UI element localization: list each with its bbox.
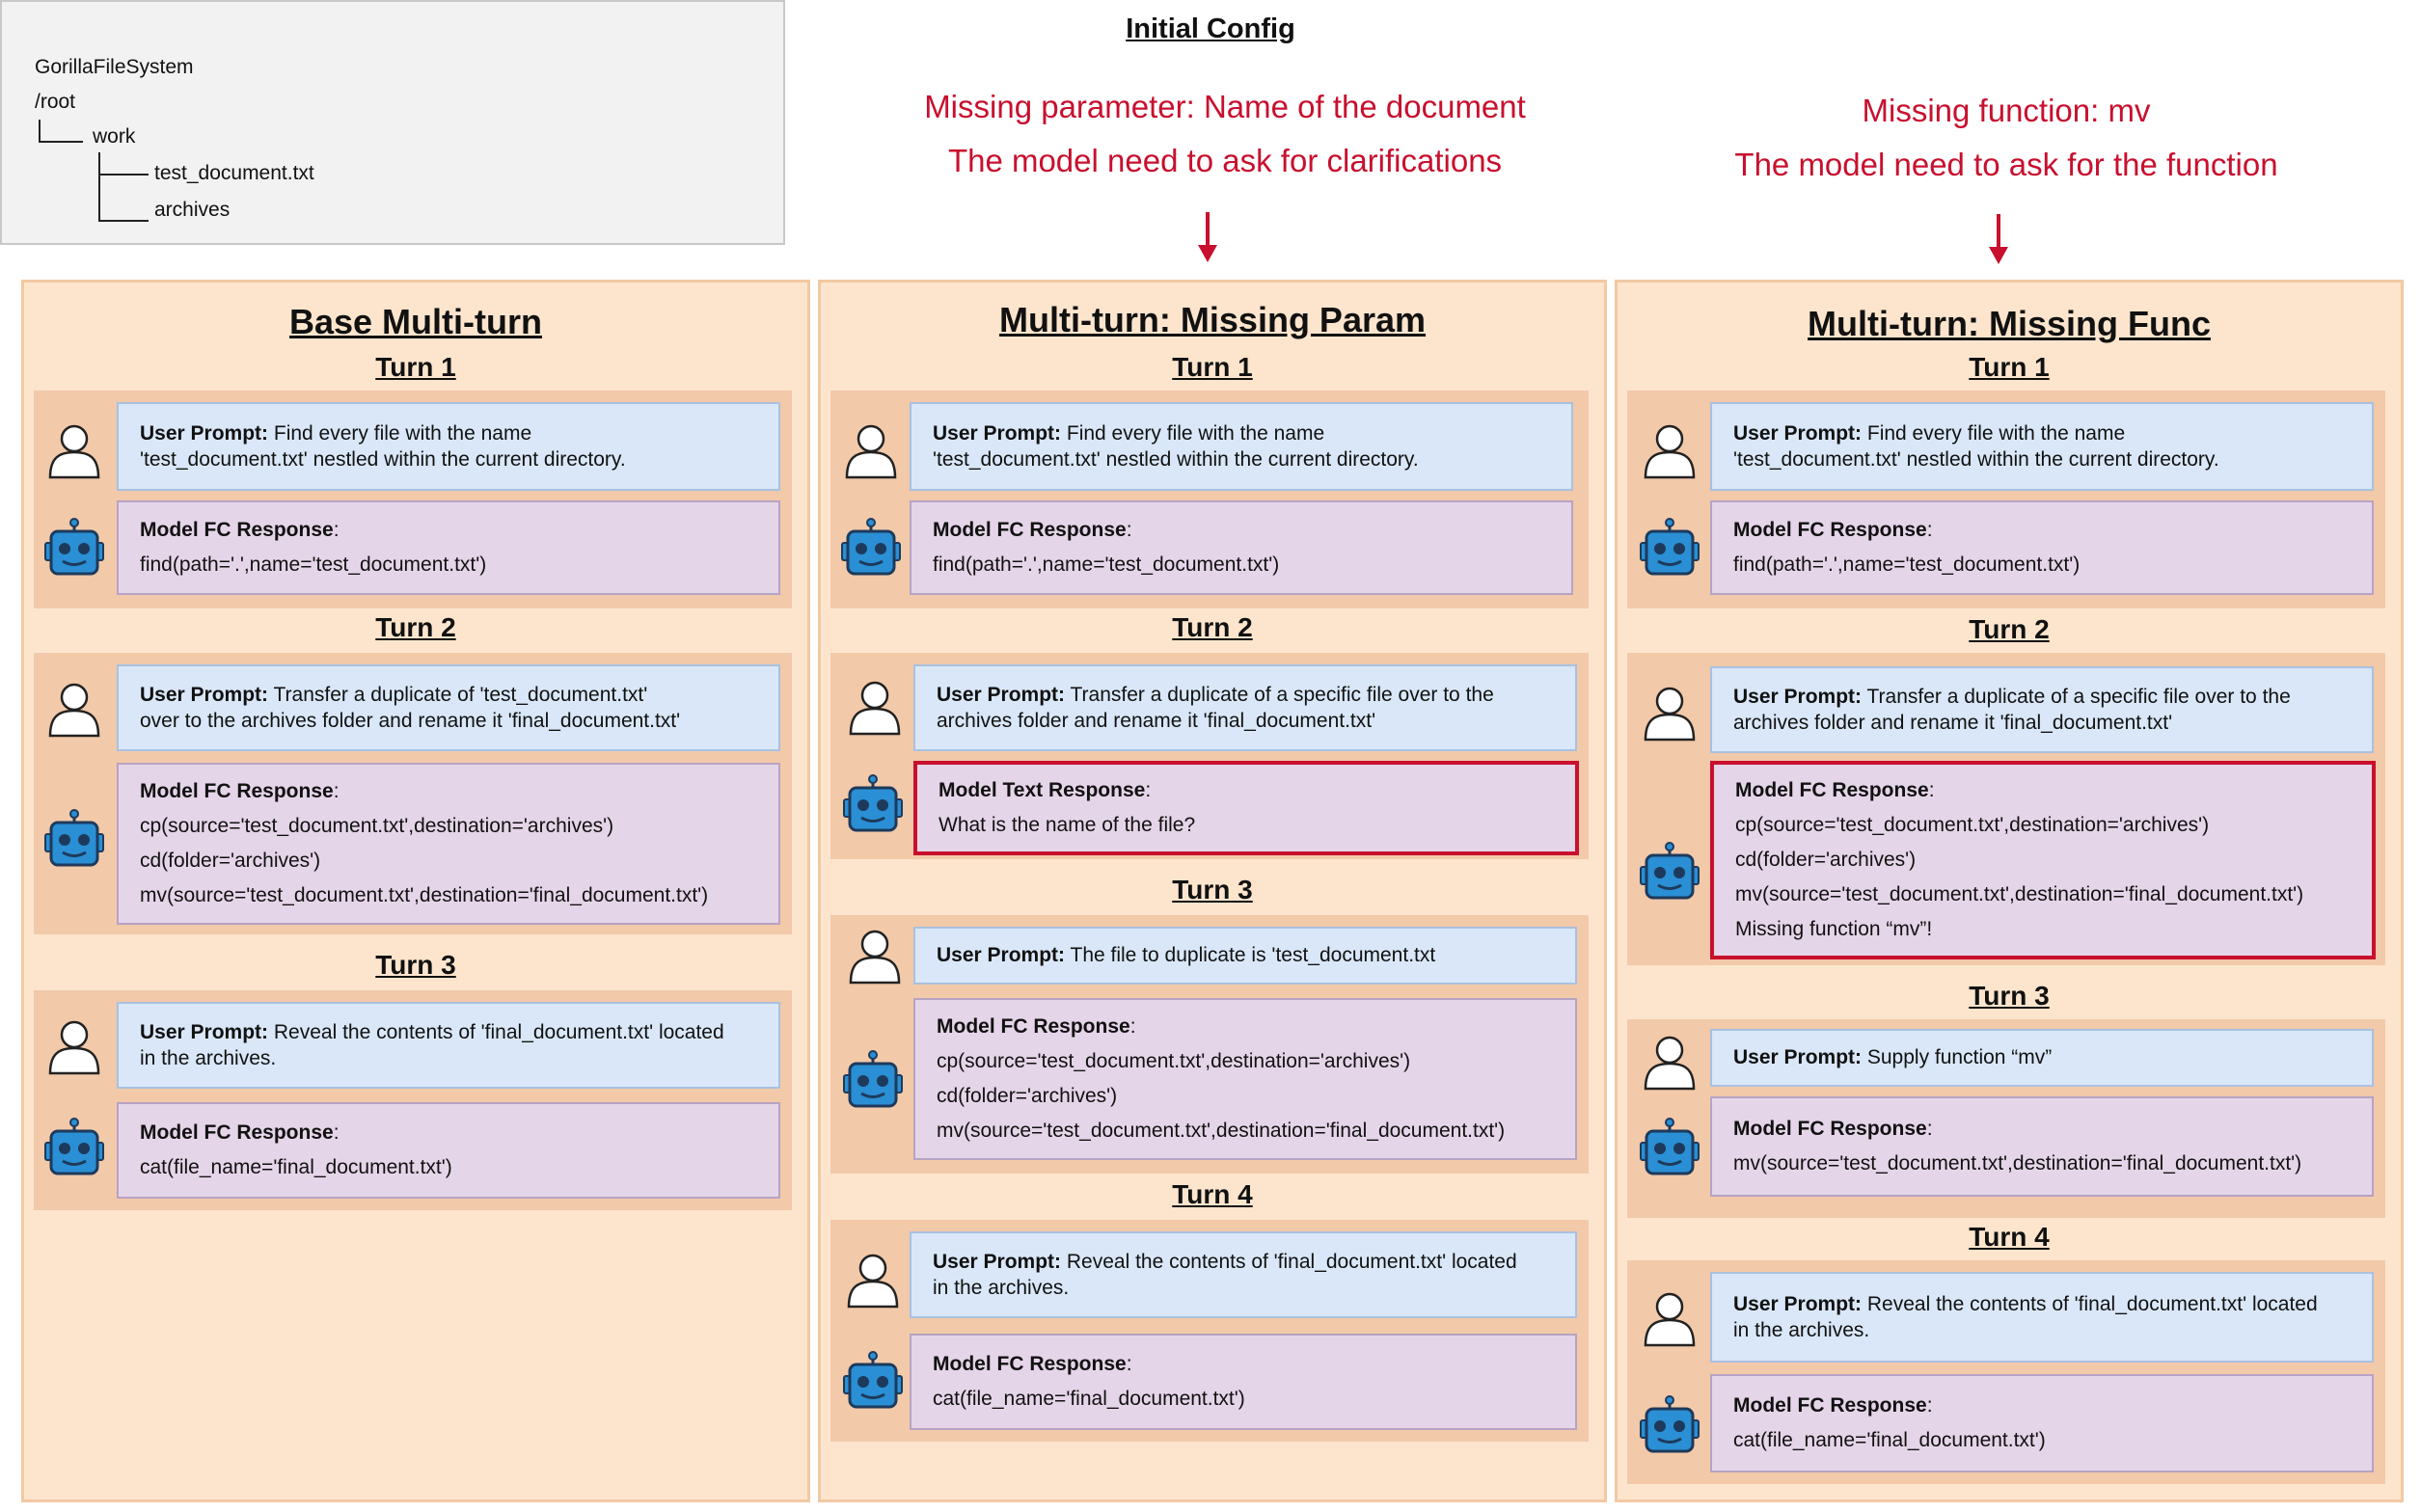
tree-connector xyxy=(98,152,100,222)
turn-1-band xyxy=(34,391,792,608)
robot-icon xyxy=(43,1118,105,1179)
model-response-box: Model FC Response: mv(source='test_document.txt',destination='final_document.txt') xyxy=(1710,1096,2374,1197)
turn-3-band xyxy=(1627,1019,2385,1218)
user-prompt-box: User Prompt: Transfer a duplicate of 'test_document.txt' over to the archives folder and rename it 'final_document.txt' xyxy=(117,664,780,751)
model-response-box: Model FC Response: cat(file_name='final_document.txt') xyxy=(117,1102,780,1199)
turn-1-band xyxy=(830,391,1589,608)
turn-label: Turn 3 xyxy=(1969,981,2050,1011)
model-response-box: Model FC Response: cp(source='test_document.txt',destination='archives') cd(folder='archives') mv(source='test_document.txt',destination='final_document.txt') xyxy=(913,998,1577,1160)
user-prompt-box: User Prompt: The file to duplicate is 'test_document.txt xyxy=(913,927,1577,985)
turn-2-band xyxy=(34,653,792,934)
model-response-box: Model FC Response: find(path='.',name='test_document.txt') xyxy=(117,500,780,595)
user-icon xyxy=(844,676,906,738)
note-missing-func-line2: The model need to ask for the function xyxy=(1734,147,2278,182)
column-title: Multi-turn: Missing Param xyxy=(998,300,1427,339)
user-icon xyxy=(43,1015,105,1077)
robot-icon xyxy=(842,1050,904,1112)
turn-label: Turn 1 xyxy=(1969,352,2050,382)
turn-2-band xyxy=(1627,653,2385,965)
user-icon xyxy=(844,925,906,986)
robot-icon xyxy=(43,809,105,871)
model-response-box: Model FC Response: cp(source='test_document.txt',destination='archives') cd(folder='archives') mv(source='test_document.txt',destination='final_document.txt') xyxy=(117,763,780,925)
model-text-response-box-highlighted: Model Text Response: What is the name of the file? xyxy=(913,761,1579,855)
config-title: Initial Config xyxy=(1126,14,1295,44)
column-base-multi-turn xyxy=(21,280,810,1502)
user-prompt-box: User Prompt: Transfer a duplicate of a specific file over to the archives folder and rename it 'final_document.txt' xyxy=(1710,666,2374,753)
tree-root-fs: GorillaFileSystem xyxy=(35,56,194,78)
turn-3-band xyxy=(830,915,1589,1174)
tree-connector xyxy=(39,120,83,143)
turn-label: Turn 1 xyxy=(1172,352,1253,382)
tree-archives-dir: archives xyxy=(154,199,231,221)
turn-label: Turn 3 xyxy=(375,950,456,980)
user-prompt-box: User Prompt: Find every file with the name 'test_document.txt' nestled within the current directory. xyxy=(1710,402,2374,491)
note-missing-param-line1: Missing parameter: Name of the document xyxy=(924,89,1526,124)
turn-2-band xyxy=(830,653,1589,859)
note-missing-func-line1: Missing function: mv xyxy=(1862,93,2151,128)
model-response-box: Model FC Response: cat(file_name='final_document.txt') xyxy=(910,1334,1577,1430)
turn-label: Turn 2 xyxy=(1969,614,2050,644)
user-prompt-box: User Prompt: Reveal the contents of 'final_document.txt' located in the archives. xyxy=(910,1231,1577,1318)
user-prompt-box: User Prompt: Transfer a duplicate of a specific file over to the archives folder and rename it 'final_document.txt' xyxy=(913,664,1577,751)
user-icon xyxy=(43,678,105,740)
turn-label: Turn 2 xyxy=(1172,612,1253,642)
arrow-down-icon xyxy=(1985,212,2012,266)
column-title: Base Multi-turn xyxy=(288,302,542,341)
turn-4-band xyxy=(1627,1260,2385,1484)
model-response-box: Model FC Response: find(path='.',name='test_document.txt') xyxy=(1710,500,2374,595)
robot-icon xyxy=(43,518,105,580)
turn-label: Turn 4 xyxy=(1172,1179,1253,1209)
robot-icon xyxy=(1639,842,1700,904)
tree-connector xyxy=(98,220,149,222)
turn-4-band xyxy=(830,1220,1589,1442)
user-icon xyxy=(842,1249,904,1310)
turn-label: Turn 3 xyxy=(1172,875,1253,904)
user-prompt-box: User Prompt: Find every file with the name 'test_document.txt' nestled within the current directory. xyxy=(910,402,1573,491)
tree-work-dir: work xyxy=(93,125,136,148)
column-missing-func xyxy=(1615,280,2404,1502)
robot-icon xyxy=(1639,518,1700,580)
turn-1-band xyxy=(1627,391,2385,608)
user-prompt-box: User Prompt: Reveal the contents of 'final_document.txt' located in the archives. xyxy=(1710,1272,2374,1363)
user-prompt-box: User Prompt: Reveal the contents of 'final_document.txt' located in the archives. xyxy=(117,1002,780,1089)
user-icon xyxy=(1639,682,1700,743)
model-response-box: Model FC Response: find(path='.',name='test_document.txt') xyxy=(910,500,1573,595)
user-prompt-box: User Prompt: Supply function “mv” xyxy=(1710,1029,2374,1087)
tree-connector xyxy=(100,174,149,176)
turn-label: Turn 4 xyxy=(1969,1222,2050,1252)
robot-icon xyxy=(1639,1395,1700,1457)
turn-label: Turn 1 xyxy=(375,352,456,382)
robot-icon xyxy=(842,1351,904,1413)
tree-file-test-document: test_document.txt xyxy=(154,162,314,184)
turn-3-band xyxy=(34,990,792,1210)
user-icon xyxy=(1639,1287,1700,1349)
user-icon xyxy=(840,419,902,481)
user-icon xyxy=(1639,419,1700,481)
column-title: Multi-turn: Missing Func xyxy=(1808,304,2211,343)
turn-label: Turn 2 xyxy=(375,612,456,642)
note-missing-param-line2: The model need to ask for clarifications xyxy=(947,143,1503,178)
robot-icon xyxy=(842,774,904,836)
user-icon xyxy=(1639,1031,1700,1093)
arrow-down-icon xyxy=(1194,210,1221,264)
column-missing-param xyxy=(818,280,1607,1502)
user-prompt-box: User Prompt: Find every file with the name 'test_document.txt' nestled within the current directory. xyxy=(117,402,780,491)
robot-icon xyxy=(1639,1118,1700,1179)
robot-icon xyxy=(840,518,902,580)
model-response-box: Model FC Response: cat(file_name='final_document.txt') xyxy=(1710,1374,2374,1472)
user-icon xyxy=(43,419,105,481)
tree-root-dir: /root xyxy=(35,91,76,113)
model-response-box-highlighted: Model FC Response: cp(source='test_document.txt',destination='archives') cd(folder='archives') mv(source='test_document.txt',destination='final_document.txt') Missing function “mv”! xyxy=(1710,761,2376,959)
